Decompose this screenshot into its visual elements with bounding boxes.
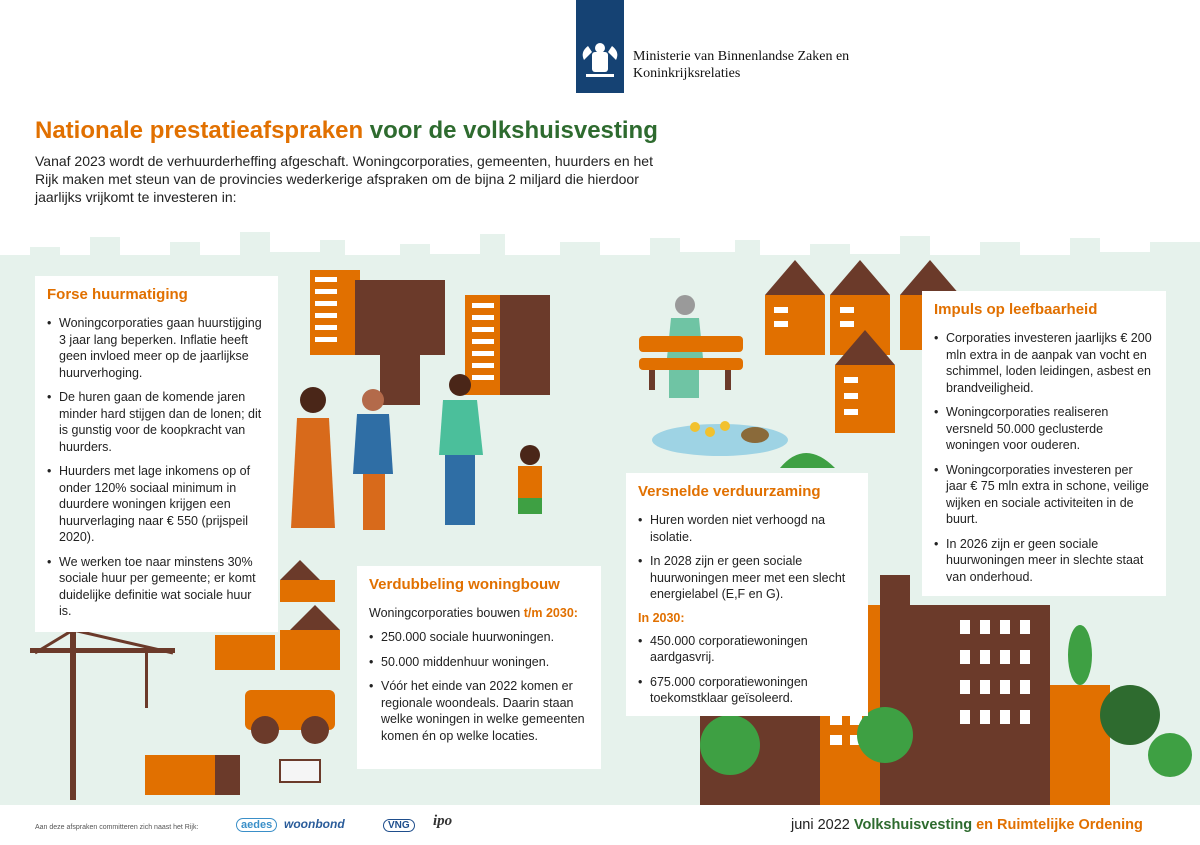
footer-note: Aan deze afspraken committeren zich naast het Rijk: (35, 824, 199, 831)
section-huurmatiging (35, 276, 278, 632)
footer-org-part2: en Ruimtelijke Ordening (976, 817, 1143, 833)
section-verduurzaming-title: Versnelde verduurzaming (638, 483, 821, 500)
ministry-line-2: Koninkrijksrelaties (633, 66, 741, 81)
section-verduurzaming-list-2030 (638, 633, 856, 707)
intro-text: Vanaf 2023 wordt de verhuurderheffing afgeschaft. Woningcorporaties, gemeenten, huurders en het Rijk maken met steun van de provincies wederkerige afspraken om de bijna 2 miljard die hierdoor jaarlijks vrijkomt te investeren in: (35, 153, 653, 205)
lead-text: Woningcorporaties bouwen (369, 606, 521, 620)
footer-org-part1: Volkshuisvesting (853, 817, 973, 833)
footer-date: juni 2022 (791, 817, 850, 833)
lead-highlight: t/m 2030: (523, 606, 578, 620)
list-item: • De huren gaan de komende jaren minder hard stijgen dan de lonen; dit is gunstig voor de koopkracht van huurders. (47, 389, 266, 455)
list-item: • Woningcorporaties realiseren versneld 50.000 geclusterde woningen voor ouderen. (934, 404, 1154, 454)
section-huurmatiging-title: Forse huurmatiging (47, 286, 188, 303)
ministry-name (633, 48, 933, 82)
list-item: • In 2028 zijn er geen sociale huurwoningen meer met een slecht energielabel (E,F en G). (638, 553, 856, 603)
page-title (35, 117, 658, 145)
section-huurmatiging-list (47, 315, 266, 620)
title-part-orange: Nationale prestatieafspraken (35, 117, 364, 144)
partner-logo-ipo: ipo (433, 813, 453, 829)
list-item: • Vóór het einde van 2022 komen er regionale woondeals. Daarin staan welke woningen in welke gemeenten komen én op welke locaties. (369, 678, 589, 744)
coat-of-arms-icon (576, 0, 624, 93)
title-part-green: voor de volkshuisvesting (369, 117, 658, 144)
list-item: • Huren worden niet verhoogd na isolatie. (638, 512, 856, 545)
people-illustration (285, 370, 555, 540)
partner-logo-woonbond: woonbond (284, 817, 345, 831)
footer-organisation (791, 817, 1143, 833)
section-verduurzaming-list (638, 512, 856, 603)
ministry-line-1: Ministerie van Binnenlandse Zaken en (633, 49, 850, 64)
section-woningbouw-lead (369, 605, 589, 621)
section-leefbaarheid-list (934, 330, 1154, 585)
section-verduurzaming-subheading: In 2030: (638, 610, 685, 625)
section-verduurzaming (626, 473, 868, 716)
list-item: • 250.000 sociale huurwoningen. (369, 629, 589, 646)
list-item: • 675.000 corporatiewoningen toekomstklaar geïsoleerd. (638, 674, 856, 707)
section-woningbouw-list (369, 629, 589, 744)
bench-woman-illustration (635, 290, 750, 405)
section-woningbouw-title: Verdubbeling woningbouw (369, 576, 560, 593)
section-leefbaarheid (922, 291, 1166, 596)
list-item: • Huurders met lage inkomens op of onder 120% sociaal minimum in duurdere woningen krijgen een huurverlaging naar € 550 (prijspeil 2020). (47, 463, 266, 546)
section-woningbouw (357, 566, 601, 769)
section-leefbaarheid-title: Impuls op leefbaarheid (934, 301, 1098, 318)
list-item: • 450.000 corporatiewoningen aardgasvrij. (638, 633, 856, 666)
list-item: • Woningcorporaties investeren per jaar € 75 mln extra in schone, veilige wijken en sociale activiteiten in de buurt. (934, 462, 1154, 528)
rijksoverheid-logo-bar (576, 0, 624, 93)
list-item: • 50.000 middenhuur woningen. (369, 654, 589, 671)
list-item: • We werken toe naar minstens 30% sociale huur per gemeente; er komt duidelijke definitie wat sociale huur is. (47, 554, 266, 620)
list-item: • Woningcorporaties gaan huurstijging 3 jaar lang beperken. Inflatie heeft geen invloed meer op de jaarlijkse huurverhoging. (47, 315, 266, 381)
partner-logo-aedes: aedes (236, 818, 277, 832)
list-item: • In 2026 zijn er geen sociale huurwoningen meer in slechte staat van onderhoud. (934, 536, 1154, 586)
list-item: • Corporaties investeren jaarlijks € 200 mln extra in de aanpak van vocht en schimmel, loden leidingen, asbest en brandveiligheid. (934, 330, 1154, 396)
partner-logo-vng: VNG (383, 819, 415, 832)
